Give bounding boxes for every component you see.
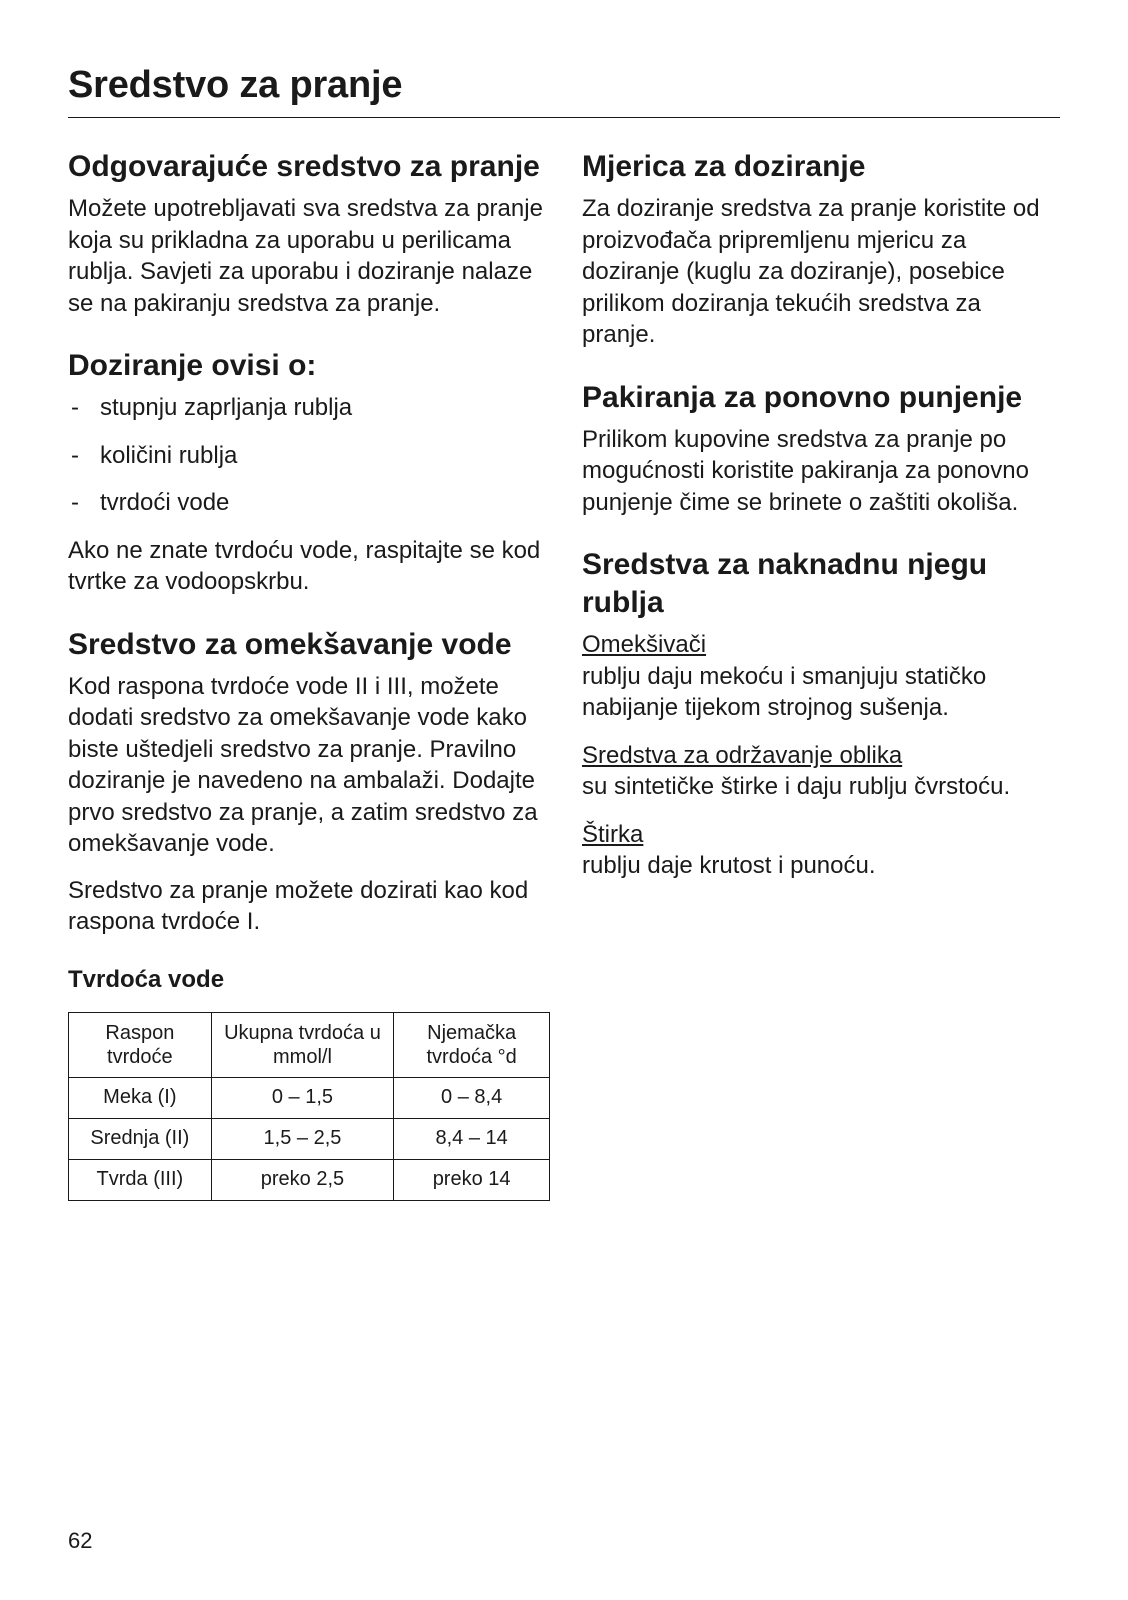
left-column [68, 148, 552, 1201]
page-number: 62 [68, 1528, 93, 1553]
list-item-text: količini rublja [100, 441, 238, 469]
softener-text-1: Kod raspona tvrdoće vode II i III, možete dodati sredstvo za omekšavanje vode kako biste uštedjeli sredstvo za pranje. Pravilno doziranje je navedeno na ambalaži. Dodajte prvo sredstvo za pranje, a zatim sredstvo za omekšavanje vode. [68, 672, 538, 857]
refill-heading: Pakiranja za ponovno punjenje [582, 380, 1023, 414]
table-header-row [69, 1012, 550, 1077]
softener-text-2: Sredstvo za pranje možete dozirati kao kod raspona tvrdoće I. [68, 876, 529, 935]
aftercare-item [582, 629, 1060, 724]
hardness-table-title: Tvrdoća vode [68, 965, 225, 993]
bullet-dash: - [71, 394, 79, 421]
bullet-dash: - [71, 489, 79, 516]
table-cell: Meka (I) [69, 1077, 212, 1118]
dosing-note: Ako ne znate tvrdoću vode, raspitajte se kod tvrtke za vodoopskrbu. [68, 536, 541, 595]
page-title: Sredstvo za pranje [68, 64, 403, 106]
aftercare-item-label: Sredstva za održavanje oblika [582, 741, 903, 769]
suitable-detergent-section [68, 148, 552, 319]
aftercare-item-label: Omekšivači [582, 631, 707, 658]
aftercare-heading: Sredstva za naknadnu njegu rublja [582, 548, 988, 619]
refill-section [582, 379, 1060, 519]
measuring-cup-heading: Mjerica za doziranje [582, 150, 866, 183]
table-header-cell: Njemačka tvrdoća °d [394, 1012, 550, 1077]
suitable-detergent-heading: Odgovarajuće sredstvo za pranje [68, 150, 540, 183]
measuring-cup-text: Za doziranje sredstva za pranje koristite od proizvođača pripremljenu mjericu za doziranje (kuglu za doziranje), posebice prilikom doziranja tekućih sredstva za pranje. [582, 195, 1040, 348]
list-item-text: stupnju zaprljanja rublja [100, 394, 353, 421]
water-hardness-table [68, 1012, 550, 1201]
softener-section [68, 626, 552, 938]
table-cell: Tvrda (III) [69, 1159, 212, 1200]
table-cell: 0 – 1,5 [211, 1077, 394, 1118]
aftercare-item-text: rublju daje krutost i punoću. [582, 852, 876, 879]
dosing-list [68, 392, 552, 519]
bullet-dash: - [71, 441, 79, 469]
measuring-cup-section [582, 148, 1060, 351]
softener-heading: Sredstvo za omekšavanje vode [68, 627, 512, 661]
aftercare-item [582, 740, 1060, 803]
aftercare-item [582, 819, 1060, 882]
table-header-cell: Raspon tvrdoće [69, 1012, 212, 1077]
suitable-detergent-text: Možete upotrebljavati sva sredstva za pranje koja su prikladna za uporabu u perilicama rublja. Savjeti za uporabu i doziranje nalaze se na pakiranju sredstva za pranje. [68, 195, 543, 317]
list-item [68, 392, 552, 424]
table-row [69, 1077, 550, 1118]
list-item [68, 487, 552, 519]
aftercare-section [582, 546, 1060, 882]
table-cell: 1,5 – 2,5 [211, 1118, 394, 1159]
list-item-text: tvrdoći vode [100, 489, 230, 516]
table-cell: 0 – 8,4 [394, 1077, 550, 1118]
table-cell: preko 14 [394, 1159, 550, 1200]
right-column [582, 148, 1060, 910]
refill-text: Prilikom kupovine sredstva za pranje po mogućnosti koristite pakiranja za ponovno punjenje čime se brinete o zaštiti okoliša. [582, 425, 1029, 516]
aftercare-item-label: Štirka [582, 820, 644, 848]
title-divider [68, 117, 1060, 118]
list-item [68, 440, 552, 472]
table-row [69, 1159, 550, 1200]
dosing-section [68, 347, 552, 598]
dosing-heading: Doziranje ovisi o: [68, 349, 317, 382]
table-header-cell: Ukupna tvrdoća u mmol/l [211, 1012, 394, 1077]
table-cell: 8,4 – 14 [394, 1118, 550, 1159]
aftercare-item-text: rublju daju mekoću i smanjuju statičko nabijanje tijekom strojnog sušenja. [582, 662, 987, 721]
aftercare-item-text: su sintetičke štirke i daju rublju čvrstoću. [582, 773, 1011, 800]
table-cell: Srednja (II) [69, 1118, 212, 1159]
table-row [69, 1118, 550, 1159]
table-cell: preko 2,5 [211, 1159, 394, 1200]
